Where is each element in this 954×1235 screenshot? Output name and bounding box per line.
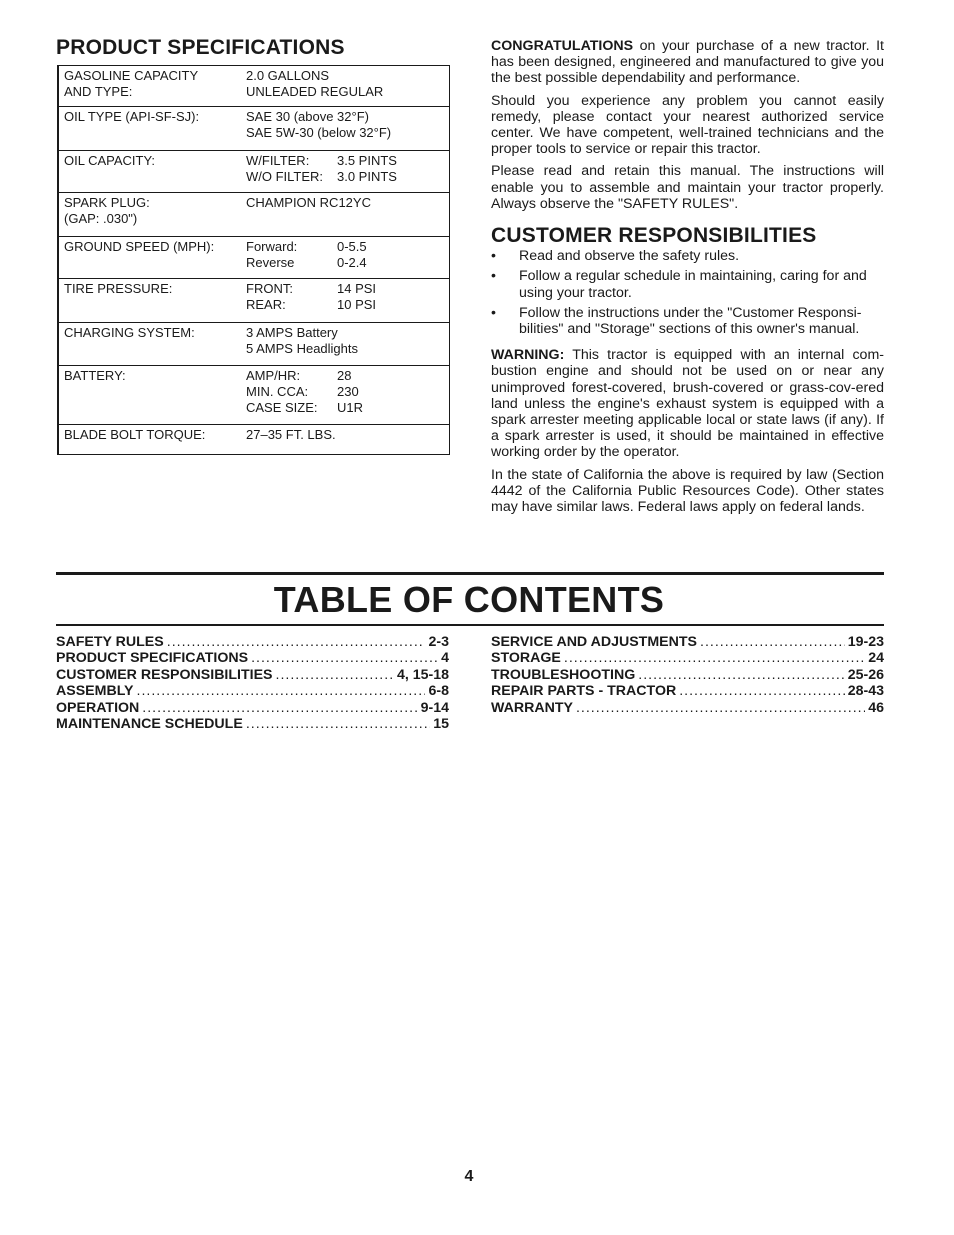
spec-value (246, 195, 449, 236)
toc-bottom-rule (56, 624, 884, 626)
spec-value-line (246, 153, 449, 169)
responsibilities-list (491, 248, 884, 337)
spec-label-line: OIL CAPACITY: (64, 153, 156, 168)
spec-value-line (246, 109, 449, 125)
product-specifications-table (57, 65, 450, 455)
spec-value-key: SAE 5W-30 (below 32°F) (246, 125, 392, 140)
spec-value (246, 68, 449, 106)
spec-value-key: W/FILTER: (246, 153, 310, 168)
spec-value-line (246, 400, 449, 416)
spec-value (246, 239, 449, 278)
toc-leader-dots (251, 650, 438, 666)
toc-entry-page: 15 (433, 716, 449, 733)
toc-entry-page: 6-8 (428, 683, 449, 700)
warning-lead: WARNING: (491, 347, 565, 364)
spec-label (64, 281, 246, 322)
toc-top-rule (56, 572, 884, 575)
congratulations-text: on your purchase of a new tractor. It has been designed, engineered and manufactured to give you the best possible dependability and performance. (491, 38, 884, 87)
bullet-icon: • (491, 268, 496, 285)
toc-leader-dots (564, 650, 865, 666)
spec-row (59, 322, 449, 365)
toc-entry (56, 667, 449, 683)
list-item: • Read and observe the safety rules. (491, 248, 740, 265)
toc-right-column (491, 634, 884, 716)
spec-label-line: BATTERY: (64, 368, 126, 383)
toc-entry (491, 634, 884, 650)
spec-value-line (246, 325, 449, 341)
spec-value-key: 3 AMPS Battery (246, 325, 338, 340)
spec-value-line (246, 84, 449, 100)
spec-value (246, 368, 449, 424)
toc-leader-dots (638, 667, 844, 683)
congratulations-lead: CONGRATULATIONS (491, 38, 634, 54)
spec-row (59, 150, 449, 192)
bullet-icon: • (491, 304, 496, 321)
spec-value-key: Reverse (246, 255, 295, 270)
toc-entry (56, 683, 449, 699)
toc-entry-page: 4 (441, 650, 449, 667)
spec-label (64, 325, 246, 365)
spec-value-line (246, 125, 449, 141)
toc-entry-title: ASSEMBLY (56, 683, 134, 700)
spec-value (246, 153, 449, 192)
toc-entry-page: 25-26 (847, 666, 884, 683)
spec-value-key: 2.0 GALLONS (246, 68, 330, 83)
spec-label (64, 153, 246, 192)
spec-label-line: TIRE PRESSURE: (64, 281, 173, 296)
toc-entry-title: MAINTENANCE SCHEDULE (56, 716, 243, 733)
toc-entry (491, 683, 884, 699)
toc-entry (56, 700, 449, 716)
spec-value-amount: 3.5 PINTS (337, 153, 397, 168)
toc-entry (491, 667, 884, 683)
list-item: • Follow the instructions under the "Customer Responsi-bilities" and "Storage" sections of this owner's manual. (491, 304, 862, 338)
product-specifications-heading: PRODUCT SPECIFICATIONS (56, 36, 345, 59)
spec-label-line: SPARK PLUG: (64, 195, 150, 210)
spec-value-line (246, 281, 449, 297)
spec-value-key: REAR: (246, 297, 286, 312)
toc-entry-page: 24 (868, 650, 884, 667)
toc-entry (56, 650, 449, 666)
list-item: • Follow a regular schedule in maintaining, caring for and using your tractor. (491, 268, 867, 301)
toc-entry-page: 4, 15-18 (396, 666, 449, 683)
toc-entry-title: PRODUCT SPECIFICATIONS (56, 650, 249, 667)
spec-label-line: GROUND SPEED (MPH): (64, 239, 215, 254)
spec-value-line (246, 195, 449, 211)
toc-left-column (56, 634, 449, 732)
spec-value-key: 5 AMPS Headlights (246, 341, 359, 356)
spec-label (64, 239, 246, 278)
spec-label (64, 68, 246, 106)
spec-row (59, 106, 449, 150)
spec-row (59, 66, 449, 106)
toc-entry-title: REPAIR PARTS - TRACTOR (491, 683, 677, 700)
bullet-icon: • (491, 248, 496, 265)
spec-value (246, 427, 449, 454)
spec-row (59, 365, 449, 424)
toc-entry-title: OPERATION (56, 699, 140, 716)
toc-leader-dots (142, 700, 417, 716)
spec-value-key: UNLEADED REGULAR (246, 84, 384, 99)
spec-value-amount: 0-5.5 (337, 239, 367, 254)
toc-leader-dots (167, 634, 426, 650)
spec-value-amount: U1R (337, 400, 364, 415)
spec-value-line (246, 169, 449, 185)
spec-value-line (246, 384, 449, 400)
spec-row (59, 236, 449, 278)
toc-entry (491, 700, 884, 716)
spec-value-key: SAE 30 (above 32°F) (246, 109, 369, 124)
spec-label-line: (GAP: .030") (64, 211, 138, 226)
spec-row (59, 192, 449, 236)
intro-column (491, 38, 884, 521)
spec-label-line: BLADE BOLT TORQUE: (64, 427, 206, 442)
spec-value (246, 325, 449, 365)
toc-leader-dots (700, 634, 845, 650)
spec-label-line: GASOLINE CAPACITY (64, 68, 199, 83)
spec-value-key: W/O FILTER: (246, 169, 324, 184)
spec-value-amount: 3.0 PINTS (337, 169, 397, 184)
spec-label-line: CHARGING SYSTEM: (64, 325, 195, 340)
toc-entry-page: 9-14 (420, 699, 449, 716)
spec-value-line (246, 255, 449, 271)
spec-value-line (246, 427, 449, 443)
spec-row (59, 278, 449, 322)
toc-entry-page: 46 (868, 699, 884, 716)
spec-label-line: OIL TYPE (API-SF-SJ): (64, 109, 200, 124)
congratulations-paragraph (491, 38, 884, 87)
spec-label (64, 195, 246, 236)
toc-entry-page: 2-3 (428, 634, 449, 650)
toc-leader-dots (276, 667, 394, 683)
toc-leader-dots (679, 683, 844, 699)
california-law-paragraph: In the state of California the above is required by law (Section 4442 of the California Public Resources Code). Other states may have similar laws. Federal laws apply on federal lands. (491, 466, 884, 516)
spec-value-key: CASE SIZE: (246, 400, 318, 415)
toc-entry-title: SERVICE AND ADJUSTMENTS (491, 634, 698, 650)
toc-entry-page: 28-43 (847, 683, 884, 700)
spec-value-amount: 0-2.4 (337, 255, 367, 270)
retain-manual-paragraph: Please read and retain this manual. The instructions will enable you to assemble and maintain your tractor properly. Always observe the "SAFETY RULES". (491, 163, 884, 212)
spec-value-key: 27–35 FT. LBS. (246, 427, 336, 442)
toc-leader-dots (137, 683, 426, 699)
spec-value-line (246, 368, 449, 384)
spec-value-amount: 14 PSI (337, 281, 377, 296)
service-paragraph: Should you experience any problem you cannot easily remedy, please contact your nearest authorized service center. We have competent, well-trained technicians and the proper tools to service or repair this tractor. (491, 92, 884, 158)
toc-entry-title: SAFETY RULES (56, 634, 164, 650)
spec-value-key: CHAMPION RC12YC (246, 195, 371, 210)
spec-value-line (246, 239, 449, 255)
spec-value (246, 281, 449, 322)
toc-entry-title: WARRANTY (491, 699, 573, 716)
toc-entry (56, 634, 449, 650)
spec-value-amount: 230 (337, 384, 359, 399)
spec-value-key: AMP/HR: (246, 368, 301, 383)
toc-entry (56, 716, 449, 732)
toc-leader-dots (576, 700, 865, 716)
spec-value-key: MIN. CCA: (246, 384, 309, 399)
warning-paragraph (491, 347, 884, 460)
spec-label (64, 427, 246, 454)
spec-value-key: FRONT: (246, 281, 293, 296)
spec-label-line: AND TYPE: (64, 84, 133, 99)
spec-value (246, 109, 449, 150)
spec-label (64, 368, 246, 424)
spec-value-amount: 10 PSI (337, 297, 377, 312)
spec-value-line (246, 297, 449, 313)
toc-entry-title: TROUBLESHOOTING (491, 666, 636, 683)
spec-value-line (246, 341, 449, 357)
toc-entry-title: CUSTOMER RESPONSIBILITIES (56, 666, 273, 683)
toc-leader-dots (246, 716, 430, 732)
toc-entry (491, 650, 884, 666)
warning-text: This tractor is equipped with an internal com-bustion engine and should not be used on or near any unimproved forest-covered, brush-covered or grass-cov-ered land unless the engine's exhaust system is equipped with a spark arrester meeting applicable local or state laws (if any). If a spark arrester is used, it should be maintained in effective working order by the operator. (491, 347, 884, 461)
toc-entry-page: 19-23 (847, 634, 884, 650)
toc-entry-title: STORAGE (491, 650, 561, 667)
spec-value-key: Forward: (246, 239, 298, 254)
spec-row (59, 424, 449, 454)
page-number: 4 (464, 1168, 474, 1185)
toc-title: TABLE OF CONTENTS (273, 579, 665, 620)
spec-value-line (246, 68, 449, 84)
spec-value-amount: 28 (337, 368, 352, 383)
spec-label (64, 109, 246, 150)
customer-responsibilities-heading: CUSTOMER RESPONSIBILITIES (491, 224, 817, 248)
